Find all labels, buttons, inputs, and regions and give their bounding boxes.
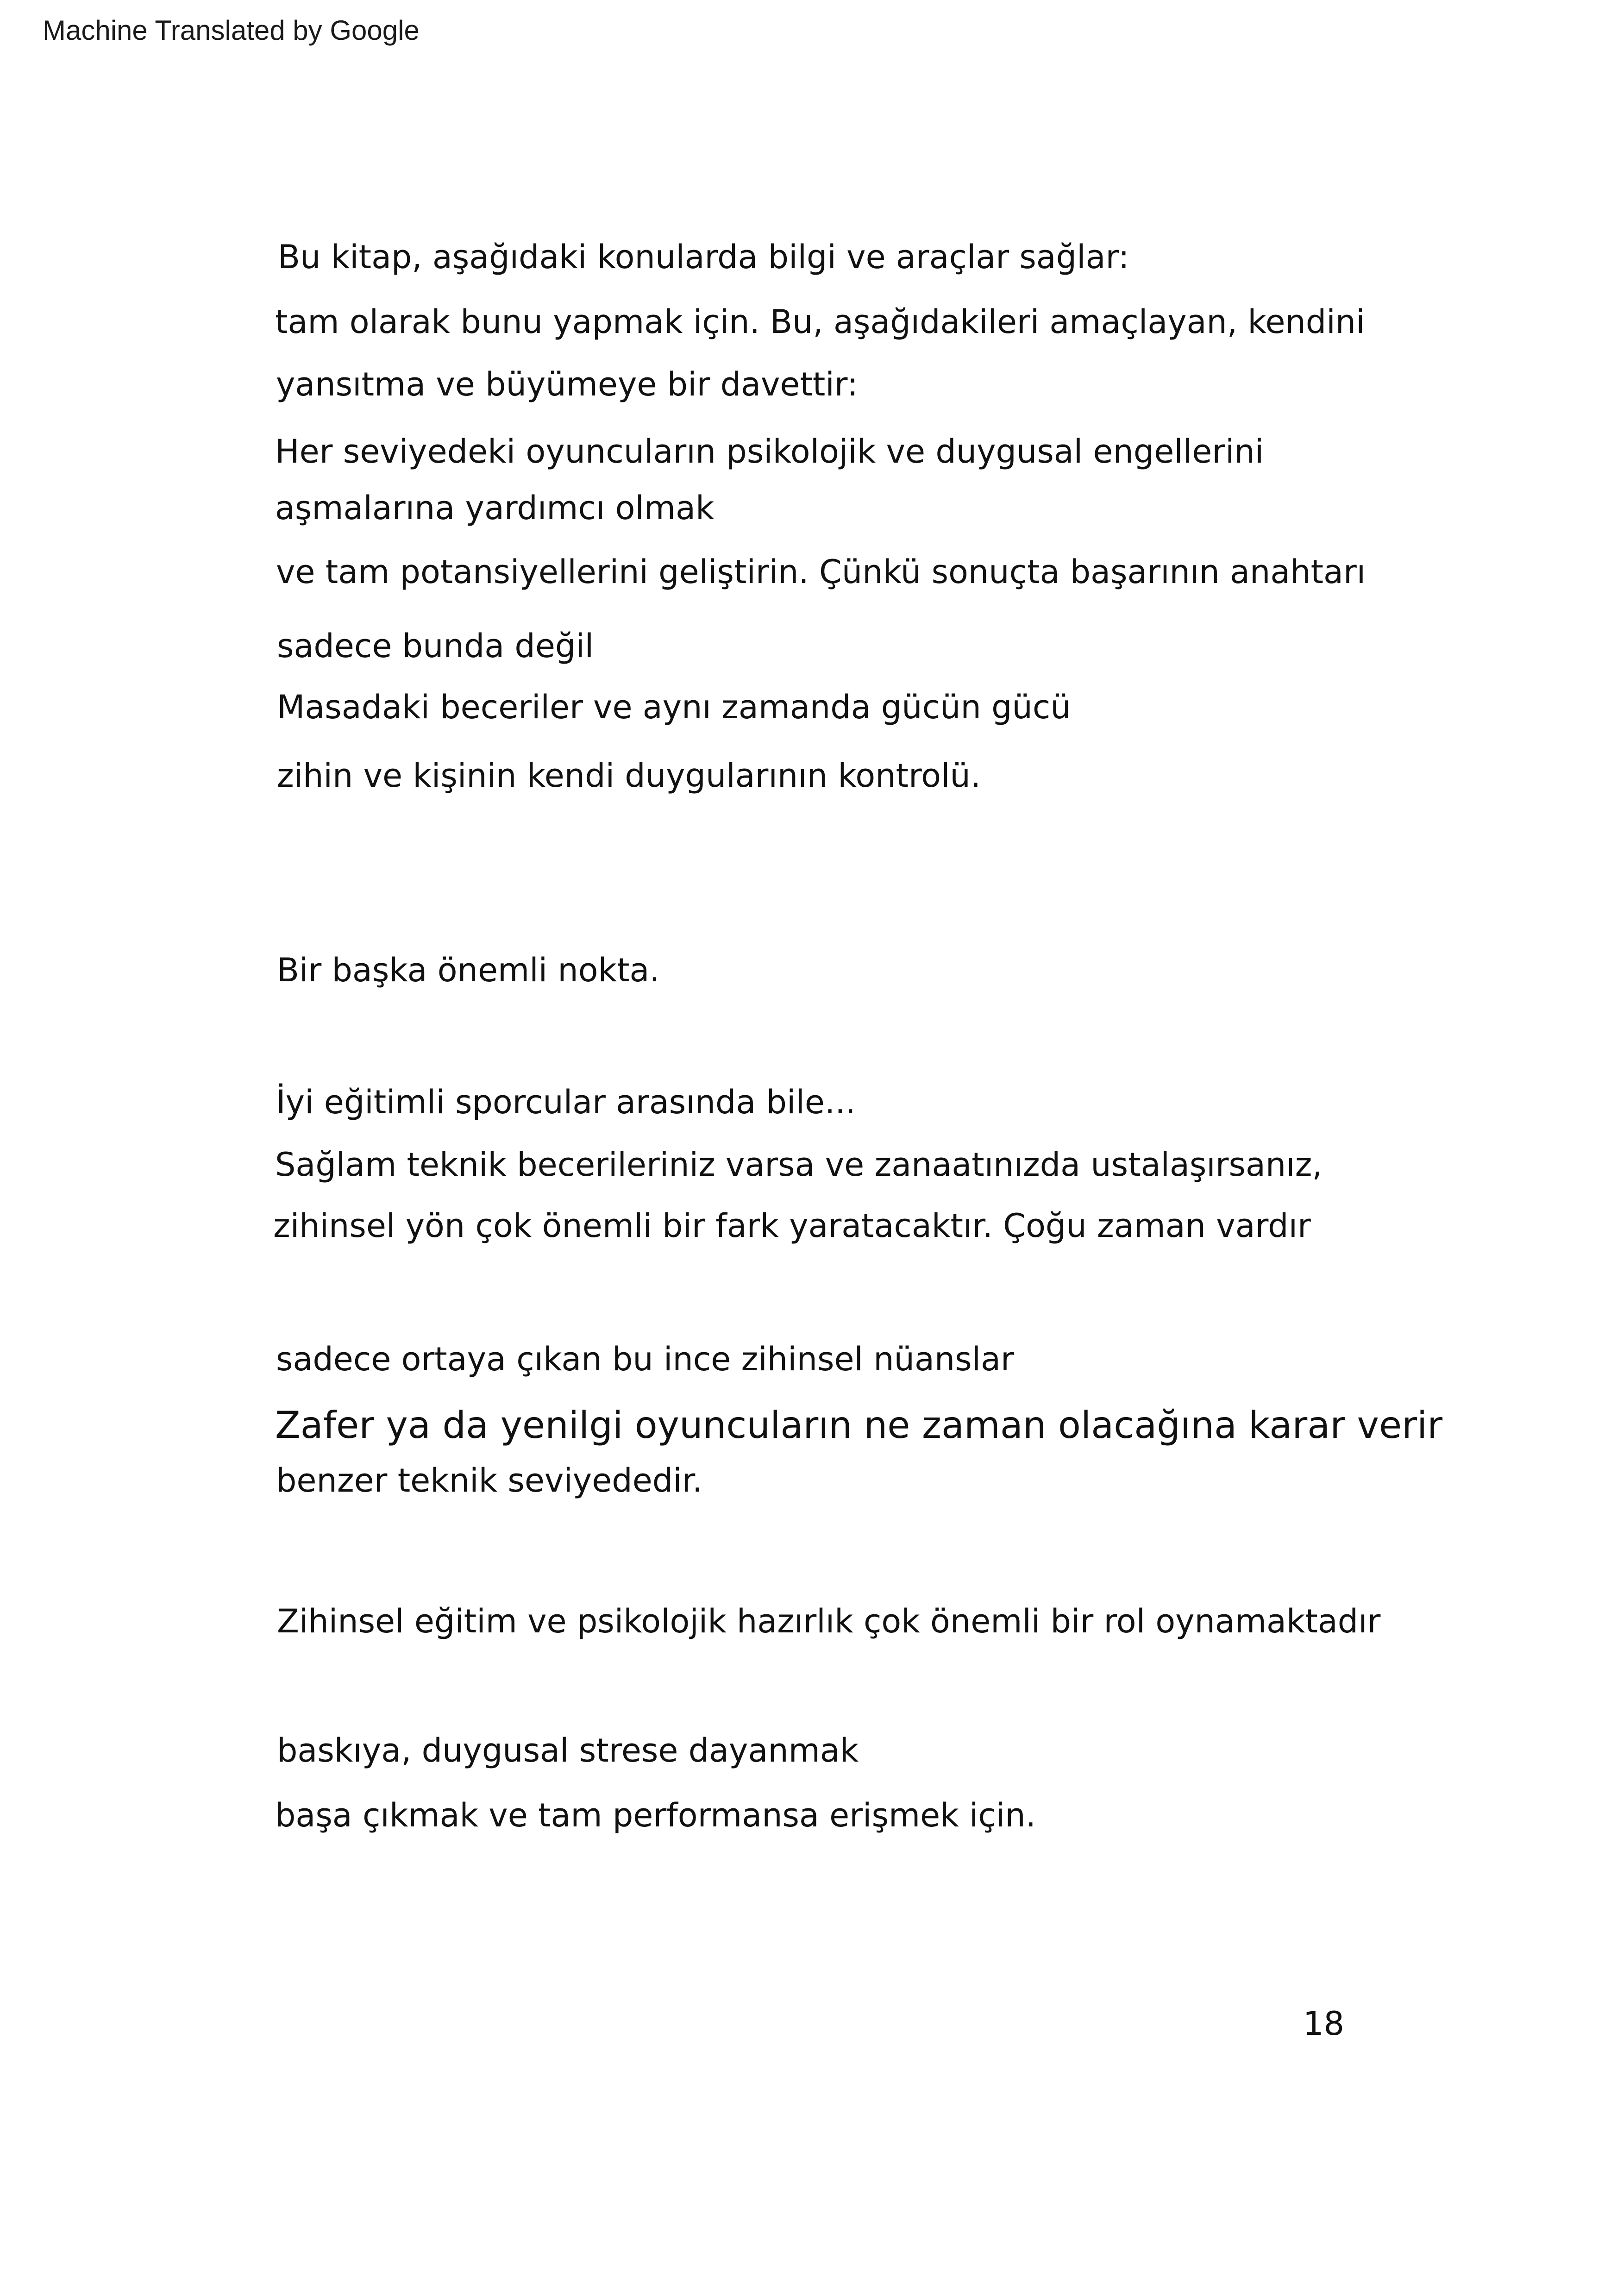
text-line: benzer teknik seviyededir. [276, 1462, 703, 1499]
text-line: yansıtma ve büyümeye bir davettir: [276, 365, 858, 403]
text-line: zihinsel yön çok önemli bir fark yaratacaktır. Çoğu zaman vardır [273, 1207, 1311, 1245]
text-line: ve tam potansiyellerini geliştirin. Çünkü sonuçta başarının anahtarı [276, 553, 1366, 591]
text-line: Bu kitap, aşağıdaki konularda bilgi ve araçlar sağlar: [278, 238, 1129, 276]
text-line: baskıya, duygusal strese dayanmak [277, 1731, 859, 1769]
text-line: aşmalarına yardımcı olmak [275, 489, 714, 527]
text-line: sadece bunda değil [277, 627, 594, 665]
text-line: İyi eğitimli sporcular arasında bile... [276, 1083, 856, 1121]
text-line: Her seviyedeki oyuncuların psikolojik ve duygusal engellerini [275, 433, 1264, 470]
text-line: sadece ortaya çıkan bu ince zihinsel nüanslar [276, 1340, 1014, 1378]
text-line: Sağlam teknik becerileriniz varsa ve zanaatınızda ustalaşırsanız, [275, 1146, 1322, 1184]
page-number: 18 [1303, 2005, 1345, 2043]
text-line: Bir başka önemli nokta. [277, 951, 660, 989]
text-line: zihin ve kişinin kendi duygularının kontrolü. [277, 757, 981, 795]
text-line: Masadaki beceriler ve aynı zamanda gücün gücü [277, 688, 1071, 726]
text-line: başa çıkmak ve tam performansa erişmek için. [275, 1796, 1036, 1834]
text-line: Zafer ya da yenilgi oyuncuların ne zaman olacağına karar verir [275, 1404, 1443, 1447]
text-line: tam olarak bunu yapmak için. Bu, aşağıdakileri amaçlayan, kendini [275, 303, 1365, 341]
text-line: Zihinsel eğitim ve psikolojik hazırlık çok önemli bir rol oynamaktadır [277, 1602, 1381, 1640]
translation-notice: Machine Translated by Google [43, 15, 420, 46]
